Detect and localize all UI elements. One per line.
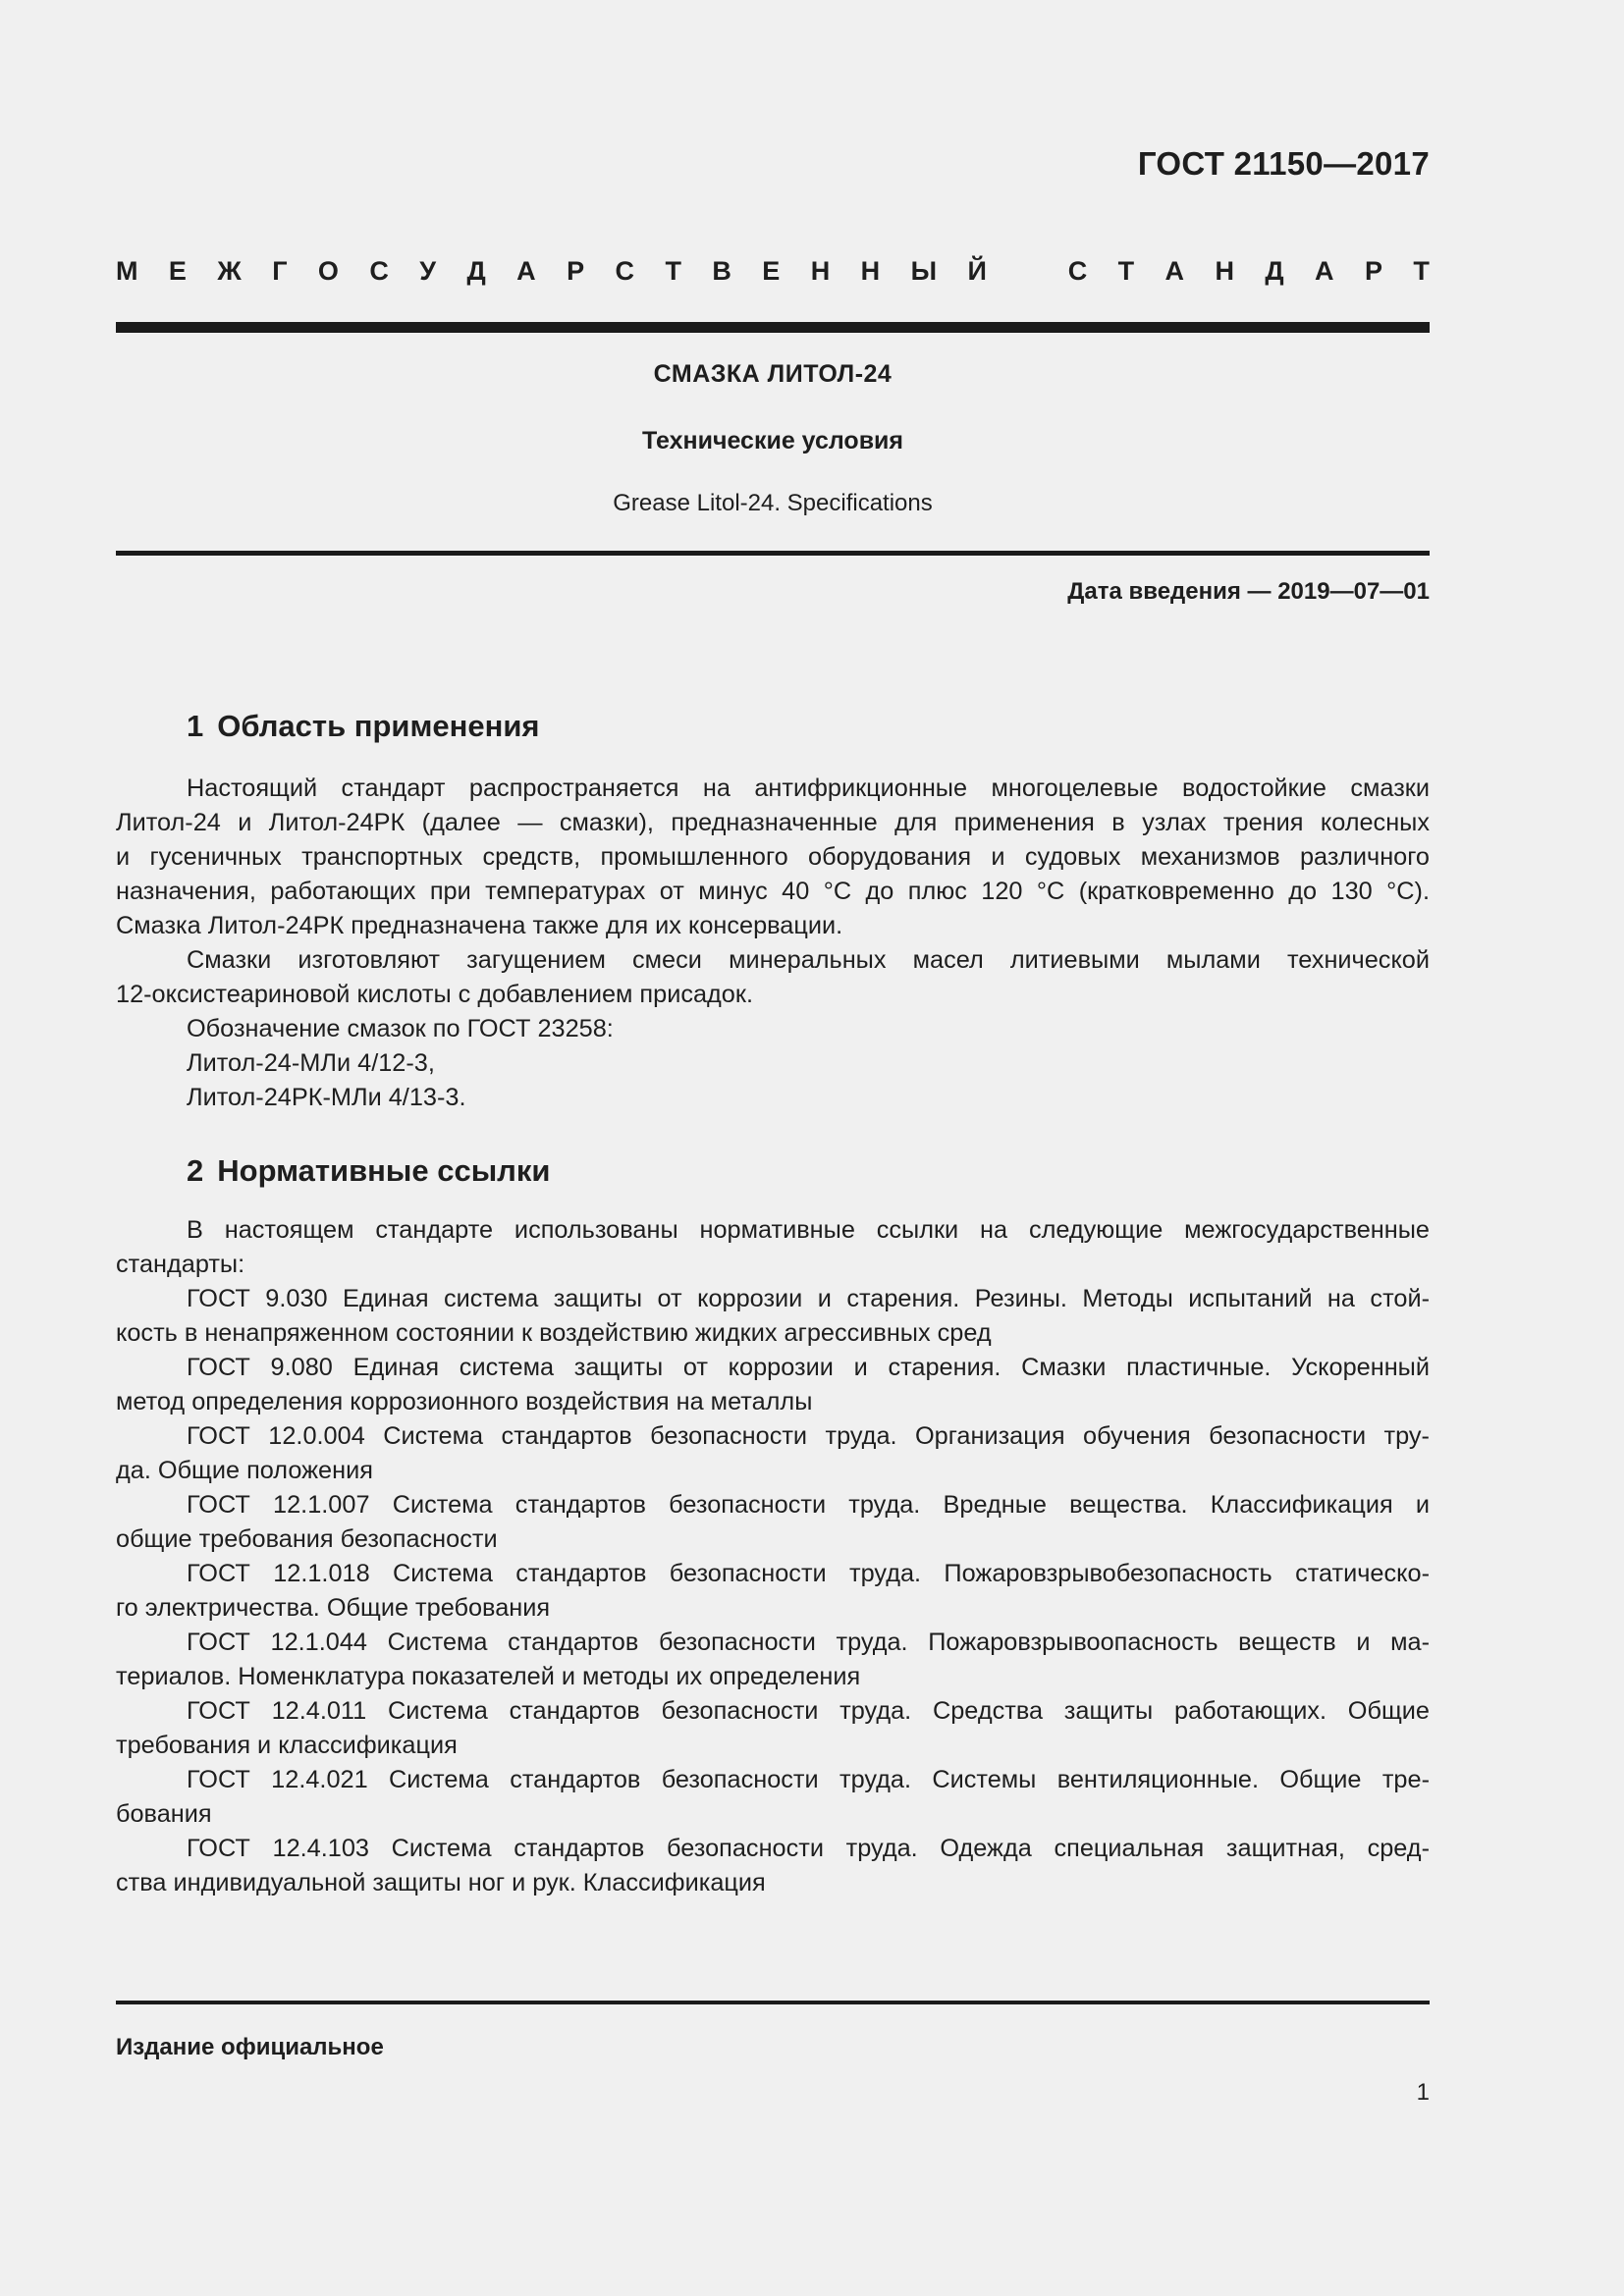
heading-letter: Т bbox=[1117, 256, 1135, 286]
heading-letter: Е bbox=[168, 256, 187, 286]
text-line: ГОСТ 12.1.044 Система стандартов безопасности труда. Пожаровзрывоопасность веществ и ма- bbox=[187, 1629, 1430, 1656]
heading-letter: С bbox=[369, 256, 389, 286]
edition-label: Издание официальное bbox=[116, 2034, 384, 2060]
heading-letter: С bbox=[615, 256, 635, 286]
text-line: общие требования безопасности bbox=[116, 1525, 498, 1553]
heading-letter: В bbox=[712, 256, 731, 286]
heading-word-gap bbox=[1017, 254, 1037, 288]
heading-letter: Й bbox=[967, 256, 987, 286]
text-line: териалов. Номенклатура показателей и методы их определения bbox=[116, 1663, 861, 1690]
heading-letter: Р bbox=[567, 256, 585, 286]
heading-letter: У bbox=[419, 256, 437, 286]
text-line: ГОСТ 9.030 Единая система защиты от коррозии и старения. Резины. Методы испытаний на стой- bbox=[187, 1285, 1430, 1312]
text-line: В настоящем стандарте использованы нормативные ссылки на следующие межгосударственные bbox=[187, 1216, 1430, 1244]
text-line: ГОСТ 12.1.018 Система стандартов безопасности труда. Пожаровзрывобезопасность статическо- bbox=[187, 1560, 1430, 1587]
text-line: ГОСТ 12.4.103 Система стандартов безопасности труда. Одежда специальная защитная, сред- bbox=[187, 1835, 1430, 1862]
heading-letter: С bbox=[1067, 256, 1088, 286]
section-1-body bbox=[116, 772, 1430, 1115]
document-title-ru: СМАЗКА ЛИТОЛ-24 bbox=[653, 360, 893, 388]
section-title: Область применения bbox=[217, 709, 540, 743]
section-2-heading bbox=[187, 1153, 550, 1189]
text-line: бования bbox=[116, 1800, 212, 1828]
text-line: ГОСТ 12.4.021 Система стандартов безопасности труда. Системы вентиляционные. Общие тре- bbox=[187, 1766, 1430, 1793]
heading-letter: Т bbox=[1413, 256, 1430, 286]
heading-letter: Ы bbox=[910, 256, 938, 286]
section-1-heading bbox=[187, 709, 540, 744]
page-number: 1 bbox=[1416, 2079, 1430, 2106]
text-line: Литол-24-МЛи 4/12-3, bbox=[187, 1049, 435, 1077]
text-line: да. Общие положения bbox=[116, 1457, 373, 1484]
heading-letter: Р bbox=[1364, 256, 1382, 286]
heading-letter: М bbox=[116, 256, 138, 286]
text-line: кость в ненапряженном состоянии к воздействию жидких агрессивных сред bbox=[116, 1319, 992, 1347]
footer-divider bbox=[116, 2001, 1430, 2004]
text-line: Обозначение смазок по ГОСТ 23258: bbox=[187, 1015, 614, 1042]
text-line: Литол-24РК-МЛи 4/13-3. bbox=[187, 1084, 466, 1111]
text-line: назначения, работающих при температурах от минус 40 °С до плюс 120 °С (кратковременно до 130 °С). bbox=[116, 878, 1430, 905]
text-line: Настоящий стандарт распространяется на антифрикционные многоцелевые водостойкие смазки bbox=[187, 774, 1430, 802]
heading-letter: Н bbox=[1215, 256, 1234, 286]
text-line: метод определения коррозионного воздействия на металлы bbox=[116, 1388, 813, 1415]
heading-letter: Н bbox=[810, 256, 831, 286]
text-line: требования и классификация bbox=[116, 1732, 458, 1759]
text-line: ГОСТ 12.4.011 Система стандартов безопасности труда. Средства защиты работающих. Общие bbox=[187, 1697, 1430, 1725]
text-line: ГОСТ 12.1.007 Система стандартов безопасности труда. Вредные вещества. Классификация и bbox=[187, 1491, 1430, 1519]
section-number: 2 bbox=[187, 1153, 204, 1188]
title-divider bbox=[116, 551, 1430, 556]
heading-letter: А bbox=[516, 256, 536, 286]
text-line: ГОСТ 9.080 Единая система защиты от коррозии и старения. Смазки пластичные. Ускоренный bbox=[187, 1354, 1430, 1381]
text-line: и гусеничных транспортных средств, промышленного оборудования и судовых механизмов различного bbox=[116, 843, 1430, 871]
document-subtitle-ru: Технические условия bbox=[641, 427, 904, 454]
heading-letter: Е bbox=[762, 256, 781, 286]
document-page bbox=[116, 0, 1430, 2296]
heading-letter: А bbox=[1315, 256, 1334, 286]
text-line: Литол-24 и Литол-24РК (далее — смазки), предназначенные для применения в узлах трения колесных bbox=[116, 809, 1430, 836]
heading-letter: А bbox=[1164, 256, 1185, 286]
document-title-en: Grease Litol-24. Specifications bbox=[613, 490, 933, 516]
text-line: го электричества. Общие требования bbox=[116, 1594, 551, 1622]
section-2-body bbox=[116, 1213, 1430, 1900]
text-line: Смазки изготовляют загущением смеси минеральных масел литиевыми мылами технической bbox=[187, 946, 1430, 974]
section-number: 1 bbox=[187, 709, 204, 743]
text-line: ства индивидуальной защиты ног и рук. Классификация bbox=[116, 1869, 766, 1896]
gost-number: ГОСТ 21150—2017 bbox=[1137, 145, 1430, 182]
heading-letter: Д bbox=[1265, 256, 1284, 286]
introduction-date: Дата введения — 2019—07—01 bbox=[1067, 578, 1430, 605]
text-line: ГОСТ 12.0.004 Система стандартов безопасности труда. Организация обучения безопасности тру- bbox=[187, 1422, 1430, 1450]
text-line: стандарты: bbox=[116, 1251, 245, 1278]
heading-letter: Д bbox=[466, 256, 486, 286]
heading-letter: Г bbox=[272, 256, 288, 286]
interstate-standard-heading bbox=[116, 254, 1430, 288]
header-divider-thick bbox=[116, 322, 1430, 333]
text-line: 12-оксистеариновой кислоты с добавлением присадок. bbox=[116, 981, 753, 1008]
heading-letter: Ж bbox=[217, 256, 242, 286]
heading-letter: Т bbox=[665, 256, 681, 286]
heading-letter: О bbox=[317, 256, 339, 286]
heading-letter: Н bbox=[860, 256, 881, 286]
text-line: Смазка Литол-24РК предназначена также для их консервации. bbox=[116, 912, 843, 939]
section-title: Нормативные ссылки bbox=[217, 1153, 551, 1188]
